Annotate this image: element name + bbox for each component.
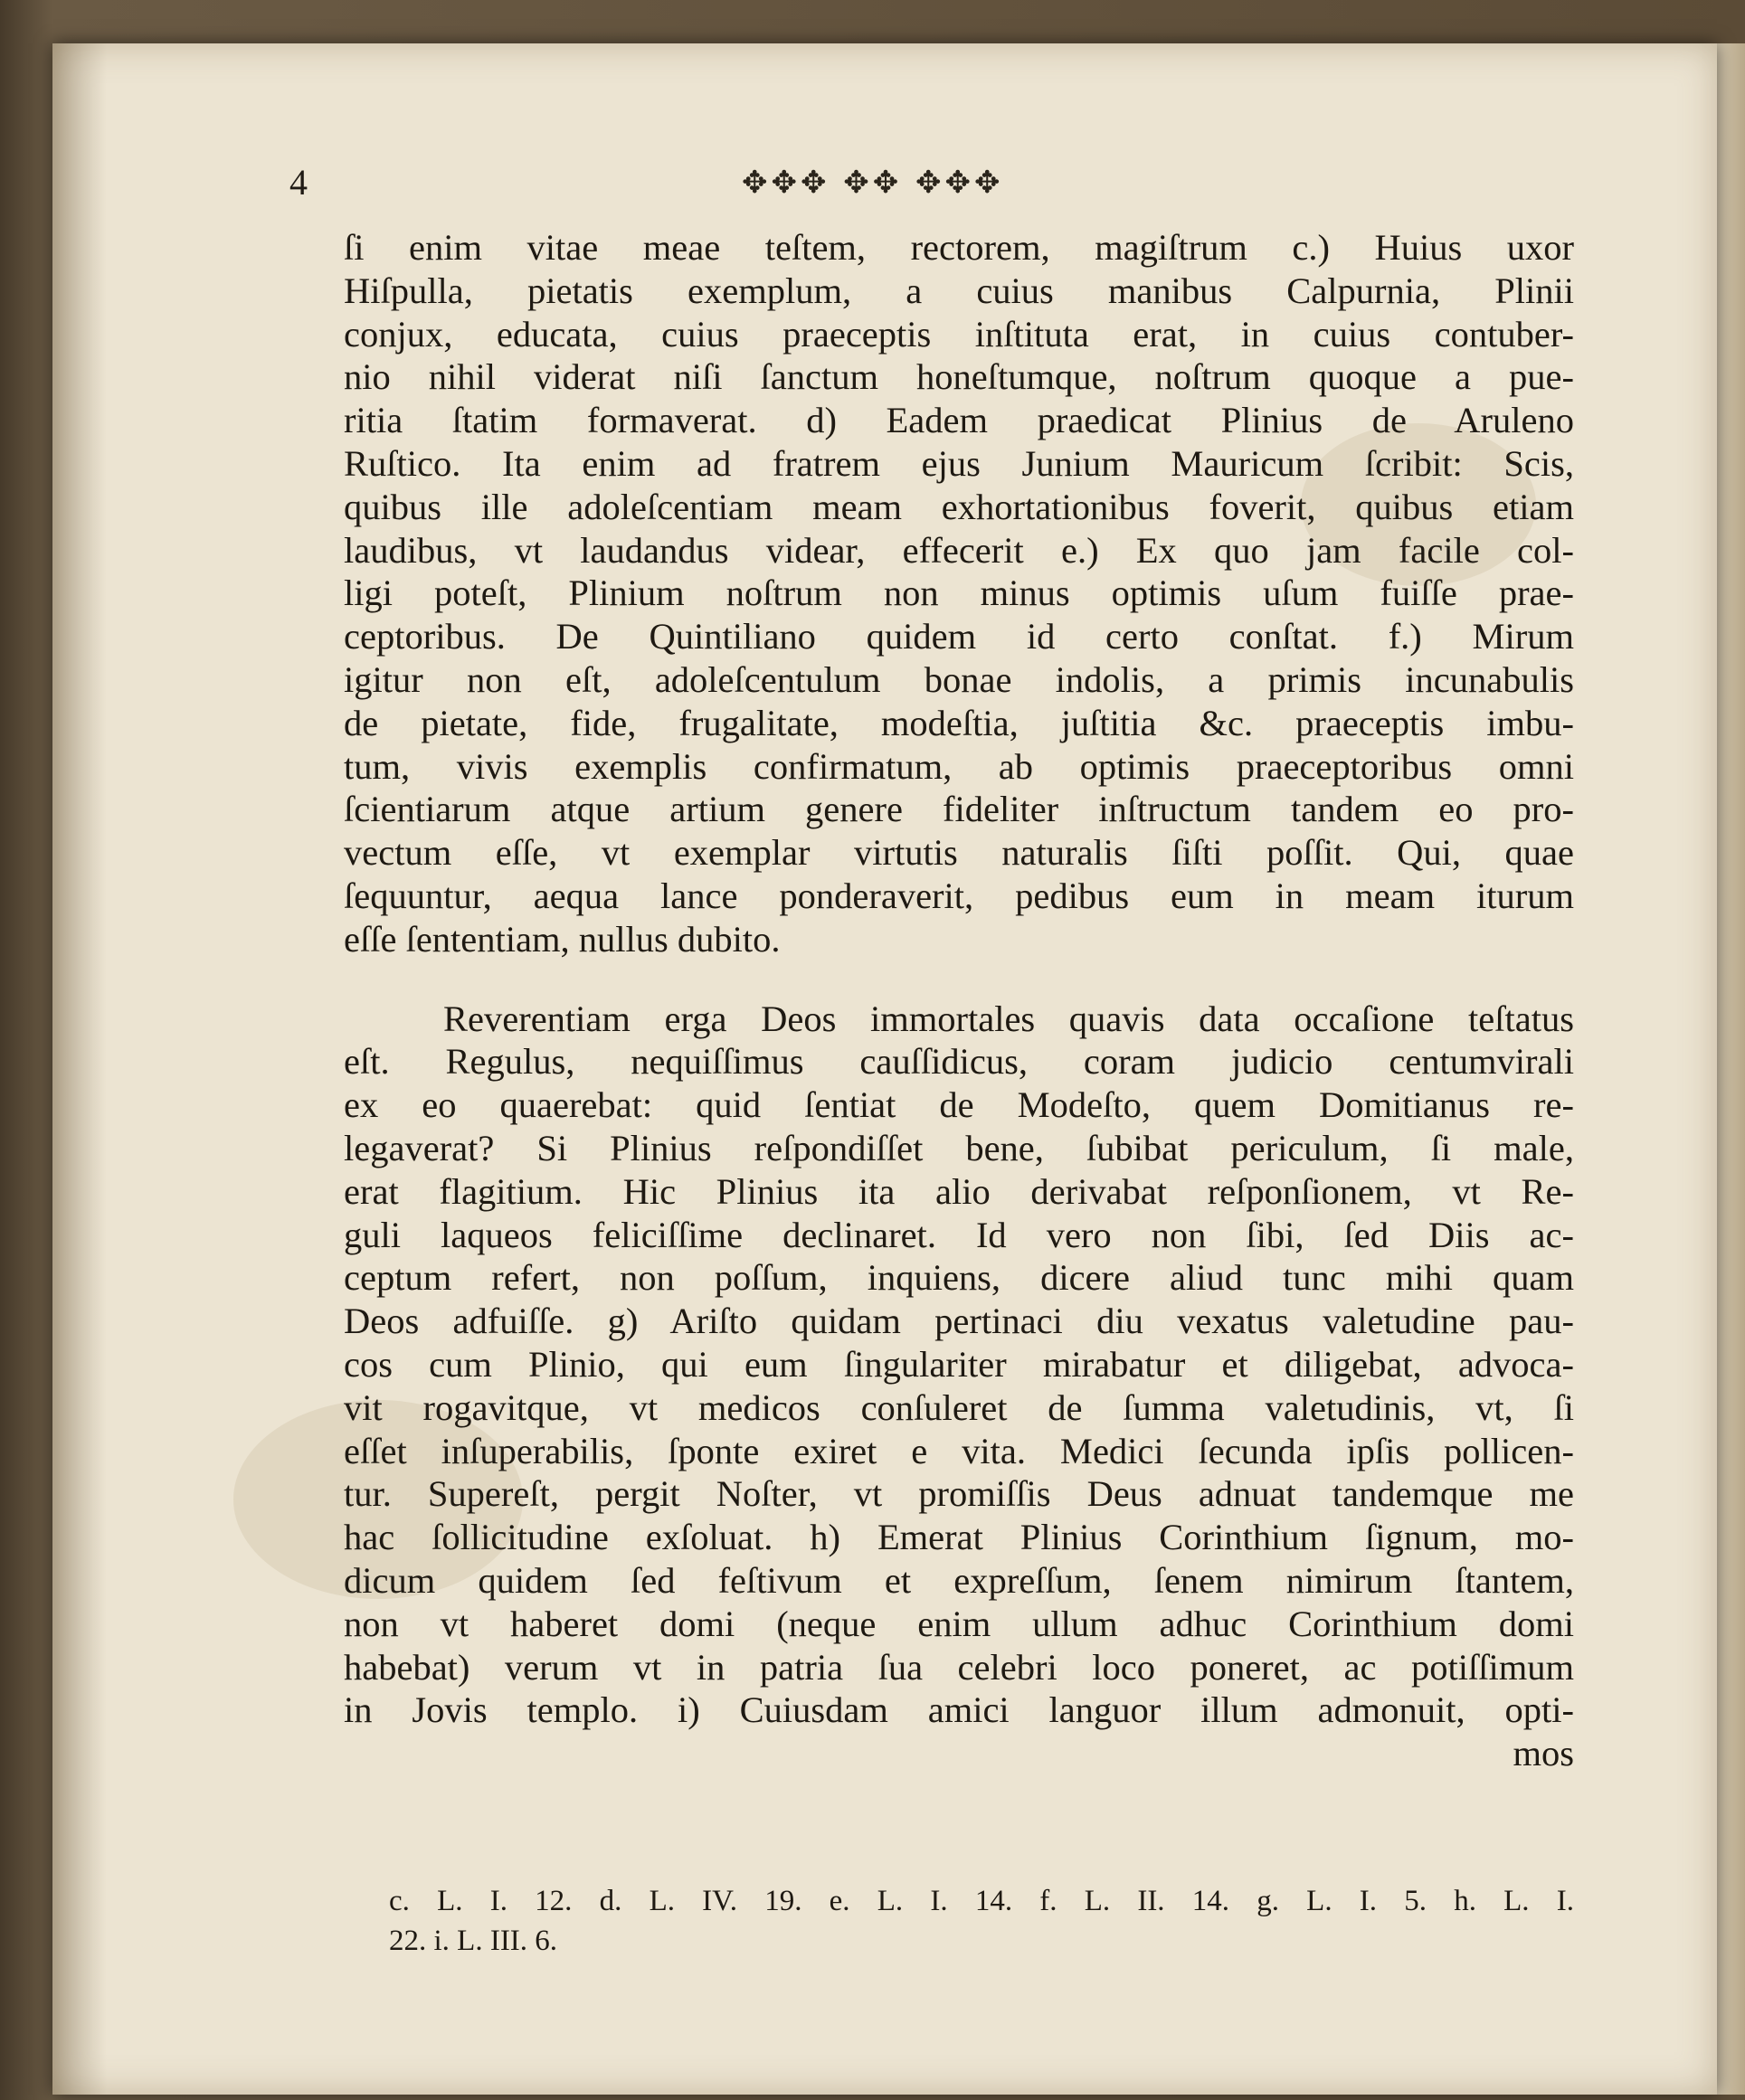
text-line: vit rogavitque, vt medicos conſuleret de ſumma valetudinis, vt, ſi xyxy=(344,1386,1574,1428)
paragraph-gap xyxy=(344,961,1574,998)
text-line: eſſet inſuperabilis, ſponte exiret e vita. Medici ſecunda ipſis pollicen- xyxy=(344,1430,1574,1471)
footnote-line: c. L. I. 12. d. L. IV. 19. e. L. I. 14. f. L. II. 14. g. L. I. 5. h. L. I. xyxy=(389,1885,1574,1917)
text-line: igitur non eſt, adoleſcentulum bonae indolis, a primis incunabulis xyxy=(344,658,1574,700)
text-line: Hiſpulla, pietatis exemplum, a cuius manibus Calpurnia, Plinii xyxy=(344,270,1574,311)
text-line: vectum eſſe, vt exemplar virtutis naturalis ſiſti poſſit. Qui, quae xyxy=(344,832,1574,874)
text-line: ceptum refert, non poſſum, inquiens, dicere aliud tunc mihi quam xyxy=(344,1257,1574,1299)
text-line: non vt haberet domi (neque enim ullum adhuc Corinthium domi xyxy=(344,1603,1574,1644)
text-line: ligi poteſt, Plinium noſtrum non minus optimis uſum fuiſſe prae- xyxy=(344,572,1574,614)
text-line: tur. Supereſt, pergit Noſter, vt promiſſis Deus adnuat tandemque me xyxy=(344,1473,1574,1515)
text-line: Ruſtico. Ita enim ad fratrem ejus Junium Mauricum ſcribit: Scis, xyxy=(344,442,1574,484)
text-line: ritia ſtatim formaverat. d) Eadem praedicat Plinius de Aruleno xyxy=(344,400,1574,441)
text-line: legaverat? Si Plinius reſpondiſſet bene, ſubibat periculum, ſi male, xyxy=(344,1127,1574,1168)
page-header xyxy=(289,161,1574,215)
catchword: mos xyxy=(1513,1733,1574,1774)
text-line: conjux, educata, cuius praeceptis inſtituta erat, in cuius contuber- xyxy=(344,313,1574,355)
text-line: quibus ille adoleſcentiam meam exhortationibus foverit, quibus etiam xyxy=(344,486,1574,527)
text-line: nio nihil viderat niſi ſanctum honeſtumque, noſtrum quoque a pue- xyxy=(344,356,1574,398)
text-line: eſſe ſententiam, nullus dubito. xyxy=(344,918,781,960)
text-line: ex eo quaerebat: quid ſentiat de Modeſto, quem Domitianus re- xyxy=(344,1084,1574,1126)
book-edge xyxy=(1714,43,1745,2095)
text-line: ceptoribus. De Quintiliano quidem id certo conſtat. f.) Mirum xyxy=(344,616,1574,657)
paragraph-2 xyxy=(344,998,1574,1775)
text-line: laudibus, vt laudandus videar, effecerit e.) Ex quo jam facile col- xyxy=(344,529,1574,571)
text-line: eſt. Regulus, nequiſſimus cauſſidicus, coram judicio centumvirali xyxy=(344,1041,1574,1083)
page-number: 4 xyxy=(289,162,308,203)
paragraph-1 xyxy=(344,226,1574,961)
body-text xyxy=(344,226,1574,1775)
text-line: erat flagitium. Hic Plinius ita alio derivabat reſponſionem, vt Re- xyxy=(344,1170,1574,1212)
footnote-line: 22. i. L. III. 6. xyxy=(389,1925,558,1957)
text-line: Deos adfuiſſe. g) Ariſto quidam pertinaci diu vexatus valetudine pau- xyxy=(344,1301,1574,1342)
text-line: tum, vivis exemplis confirmatum, ab optimis praeceptoribus omni xyxy=(344,745,1574,787)
text-line: dicum quidem ſed feſtivum et expreſſum, ſenem nimirum ſtantem, xyxy=(344,1559,1574,1601)
text-line: cos cum Plinio, qui eum ſingulariter mirabatur et diligebat, advoca- xyxy=(344,1343,1574,1385)
text-line: habebat) verum vt in patria ſua celebri loco poneret, ac potiſſimum xyxy=(344,1646,1574,1688)
text-line: ſi enim vitae meae teſtem, rectorem, magiſtrum c.) Huius uxor xyxy=(344,227,1574,268)
text-line: de pietate, fide, frugalitate, modeſtia, juſtitia &c. praeceptis imbu- xyxy=(344,702,1574,743)
text-line: guli laqueos feliciſſime declinaret. Id vero non ſibi, ſed Diis ac- xyxy=(344,1214,1574,1255)
footnotes xyxy=(389,1881,1574,1961)
text-line: in Jovis templo. i) Cuiusdam amici languor illum admonuit, opti- xyxy=(344,1689,1574,1731)
header-ornament: ✥✥✥ ✥✥ ✥✥✥ xyxy=(742,165,1004,201)
text-line: hac ſollicitudine exſoluat. h) Emerat Plinius Corinthium ſignum, mo- xyxy=(344,1517,1574,1558)
text-line: Reverentiam erga Deos immortales quavis data occaſione teſtatus xyxy=(443,998,1574,1039)
text-line: ſcientiarum atque artium genere fideliter inſtructum tandem eo pro- xyxy=(344,789,1574,830)
text-line: ſequuntur, aequa lance ponderaverit, pedibus eum in meam iturum xyxy=(344,875,1574,916)
